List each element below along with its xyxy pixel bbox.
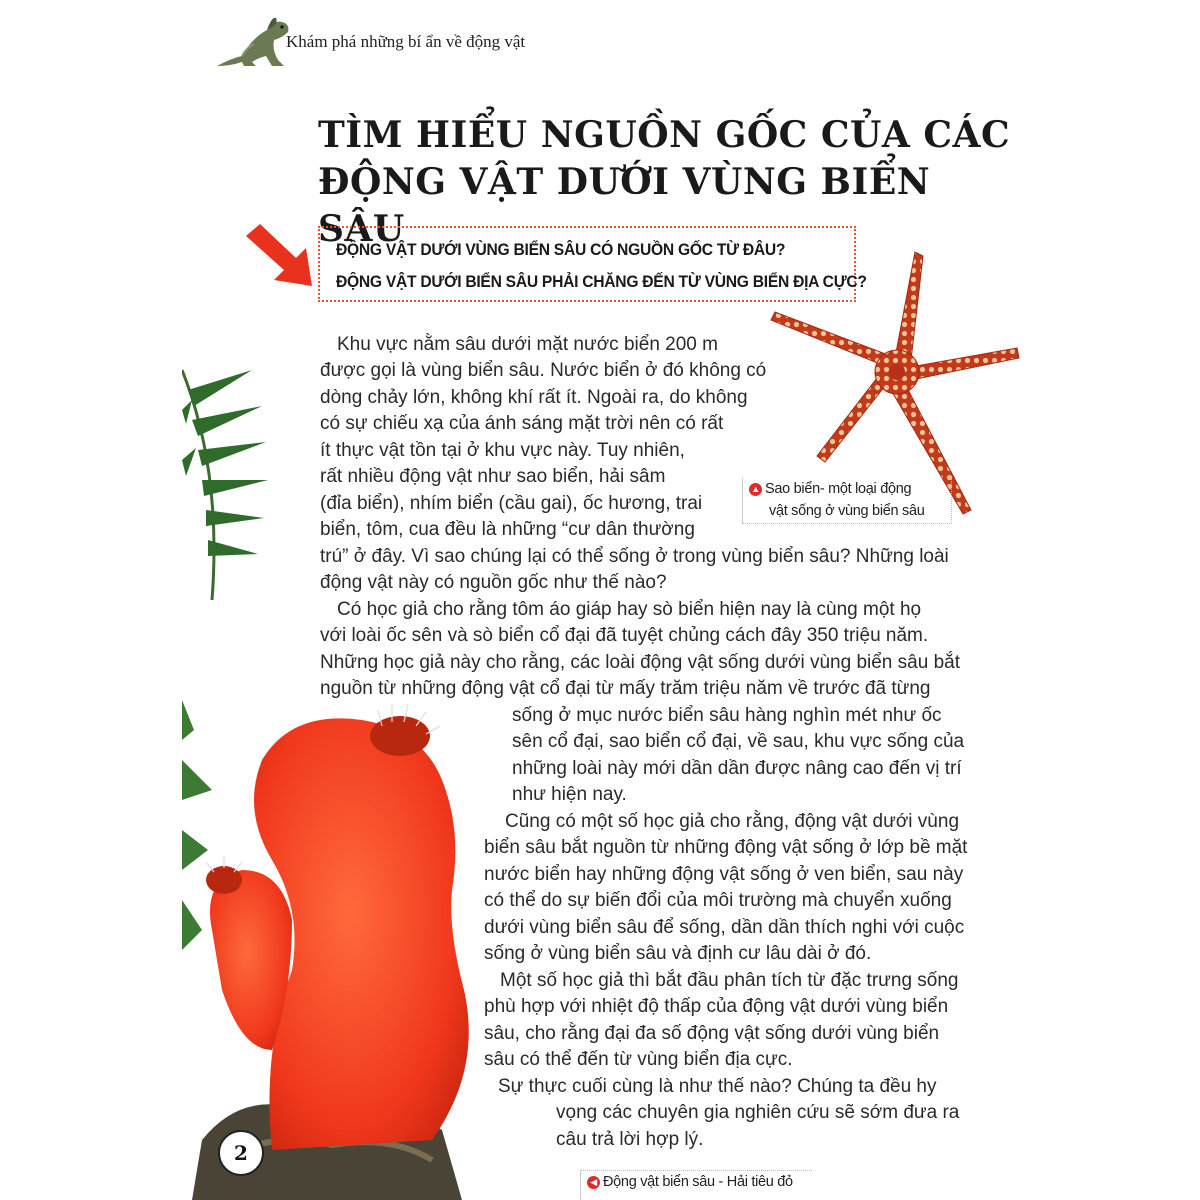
caption-bullet-icon: ▲ <box>749 483 762 496</box>
body-line: vọng các chuyên gia nghiên cứu sẽ sớm đưa ra <box>556 1102 960 1123</box>
body-line: có sự chiếu xạ của ánh sáng mặt trời nên có rất <box>320 413 724 434</box>
starfish-caption <box>742 478 952 524</box>
body-line: với loài ốc sên và sò biển cổ đại đã tuyệt chủng cách đây 350 triệu năm. <box>320 625 929 646</box>
body-line: sống ở vùng biển sâu và định cư lâu dài ở đó. <box>484 943 872 964</box>
body-line: (đỉa biển), nhím biển (cầu gai), ốc hương, trai <box>320 493 703 514</box>
starfish-illustration <box>765 248 1025 516</box>
red-arrow-icon <box>242 222 322 292</box>
body-line: Khu vực nằm sâu dưới mặt nước biển 200 m <box>337 334 718 355</box>
page-margin <box>0 0 182 1200</box>
body-line: Có học giả cho rằng tôm áo giáp hay sò biển hiện nay là cùng một họ <box>337 599 922 620</box>
body-line: sâu có thể đến từ vùng biển địa cực. <box>484 1049 793 1070</box>
body-line: có thể do sự biến đổi của môi trường mà chuyển xuống <box>484 890 952 911</box>
page-number: 2 <box>218 1130 264 1176</box>
body-line: nguồn từ những động vật cổ đại từ mấy trăm triệu năm về trước đã từng <box>320 678 931 699</box>
book-header-title: Khám phá những bí ẩn về động vật <box>286 32 526 51</box>
body-line: Cũng có một số học giả cho rằng, động vật dưới vùng <box>505 811 960 832</box>
body-line: phù hợp với nhiệt độ thấp của động vật dưới vùng biển <box>484 996 949 1017</box>
fern-leaf-illustration <box>182 350 272 610</box>
body-line: động vật này có nguồn gốc như thế nào? <box>320 572 667 593</box>
coral-caption <box>580 1170 812 1200</box>
body-line: Sự thực cuối cùng là như thế nào? Chúng ta đều hy <box>498 1076 937 1097</box>
starfish-caption-line2: vật sống ở vùng biển sâu <box>769 503 925 519</box>
body-line: biển sâu bắt nguồn từ những động vật sống ở lớp bề mặt <box>484 837 968 858</box>
body-line: nước biển hay những động vật sống ở ven biển, sau này <box>484 864 964 885</box>
body-line: như hiện nay. <box>512 784 627 805</box>
body-line: trú” ở đây. Vì sao chúng lại có thể sống ở trong vùng biển sâu? Những loài <box>320 546 949 567</box>
body-line: rất nhiều động vật như sao biển, hải sâm <box>320 466 666 487</box>
body-line: sâu, cho rằng đại đa số động vật sống dưới vùng biển <box>484 1023 940 1044</box>
red-sea-squirt-illustration <box>182 690 502 1200</box>
body-line: biển, tôm, cua đều là những “cư dân thường <box>320 519 695 540</box>
body-line: những loài này mới dần dần được nâng cao đến vị trí <box>512 758 962 779</box>
body-line: dưới vùng biển sâu để sống, dần dần thích nghi với cuộc <box>484 917 965 938</box>
body-line: Những học giả này cho rằng, các loài động vật sống dưới vùng biển sâu bắt <box>320 652 960 673</box>
body-line: câu trả lời hợp lý. <box>556 1129 704 1150</box>
body-line: được gọi là vùng biển sâu. Nước biển ở đó không có <box>320 360 767 381</box>
body-line: Một số học giả thì bắt đầu phân tích từ đặc trưng sống <box>500 970 959 991</box>
body-line: sên cổ đại, sao biển cổ đại, về sau, khu vực sống của <box>512 731 965 752</box>
title-line-1: TÌM HIỂU NGUỒN GỐC CỦA CÁC <box>318 114 1011 156</box>
title-line-2: ĐỘNG VẬT DƯỚI VÙNG BIỂN SÂU <box>318 161 931 250</box>
caption-bullet-icon: ◀ <box>587 1176 600 1189</box>
body-line: dòng chảy lớn, không khí rất ít. Ngoài ra, do không <box>320 387 748 408</box>
body-line: sống ở mục nước biển sâu hàng nghìn mét như ốc <box>512 705 942 726</box>
question-2: ĐỘNG VẬT DƯỚI BIỂN SÂU PHẢI CHĂNG ĐẾN TỪ VÙNG BIỂN ĐỊA CỰC? <box>336 272 867 291</box>
starfish-caption-line1: Sao biển- một loại động <box>765 481 912 497</box>
coral-caption-text: Động vật biển sâu - Hải tiêu đỏ <box>603 1174 793 1190</box>
question-1: ĐỘNG VẬT DƯỚI VÙNG BIỂN SÂU CÓ NGUỒN GỐC TỪ ĐÂU? <box>336 240 786 259</box>
body-line: ít thực vật tồn tại ở khu vực này. Tuy nhiên, <box>320 440 685 461</box>
